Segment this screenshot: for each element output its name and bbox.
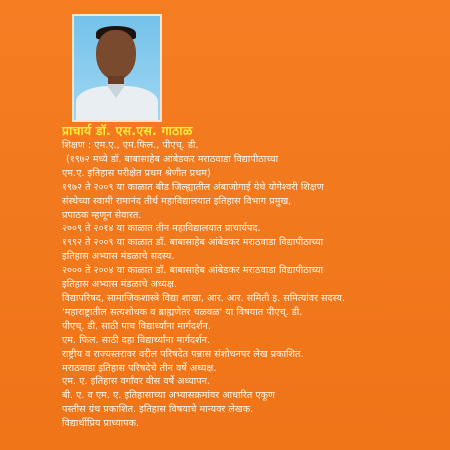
- photo-face-shape: [96, 30, 136, 80]
- author-name: प्राचार्य डॉ. एस.एस. गाठाळ: [62, 123, 193, 138]
- bio-line: प्रपाठक म्हणून सेवारत.: [62, 209, 142, 221]
- bio-line: १९९२ ते २००९ या काळात डॉ. बाबासाहेब आंबेडकर मराठवाडा विद्यापीठाच्या: [62, 237, 324, 249]
- bio-line: विद्यार्थीप्रिय प्राध्यापक.: [62, 418, 139, 430]
- author-bio: [62, 139, 446, 431]
- bio-line: १९७२ ते २००९ या काळात बीड जिल्ह्यातील अंबाजोगाई येथे योगेश्वरी शिक्षण: [62, 181, 324, 193]
- bio-line: एम. ए. इतिहास वर्गांवर वीस वर्षे अध्यापन.: [62, 376, 210, 388]
- bio-line: एम. फिल. साठी दहा विद्यार्थ्यांना मार्गदर्शन.: [62, 334, 211, 346]
- bio-line: (१९७२ मध्ये डॉ. बाबासाहेब आंबेडकर मराठवाडा विद्यापीठाच्या: [66, 153, 279, 165]
- bio-line: विद्यापरिषद, सामाजिकशास्त्रे विद्या शाखा, आर. आर. समिती इ. समित्यांवर सदस्य.: [62, 292, 345, 304]
- bio-line: इतिहास अभ्यास मंडळाचे अध्यक्ष.: [62, 279, 177, 291]
- bio-line: २००० ते २००४ या काळात डॉ. बाबासाहेब आंबेडकर मराठवाडा विद्यापीठाच्या: [62, 265, 324, 277]
- bio-line: एम.ए. इतिहास परीक्षेत प्रथम श्रेणीत प्रथम): [62, 167, 211, 179]
- bio-line: राष्ट्रीय व राज्यस्तरावर वरील परिषदेत पन्नास संशोधनपर लेख प्रकाशित.: [62, 348, 304, 360]
- bio-line: शिक्षण : एम.ए., एम.फिल., पीएच्. डी.: [62, 140, 199, 151]
- bio-line: पीएच्. डी. साठी पाच विद्यार्थ्यांना मार्गदर्शन.: [62, 320, 211, 332]
- bio-line: इतिहास अभ्यास मंडळाचे सदस्य.: [62, 251, 175, 263]
- bio-line: 'महाराष्ट्रातील सत्यशोधक व ब्राह्मणेतर चळवळ' या विषयात पीएच्. डी.: [62, 306, 303, 318]
- bio-line: २००९ ते २०१४ या काळात तीन महाविद्यालयात प्राचार्यपद.: [62, 223, 261, 235]
- bio-line: पस्तीस ग्रंथ प्रकाशित. इतिहास विषयाचे मान्यवर लेखक.: [62, 404, 254, 416]
- author-photo: [72, 14, 162, 122]
- bio-line: बी. ए. व एम. ए. इतिहासाच्या अभ्यासक्रमांवर आधारित एकूण: [62, 390, 275, 402]
- bio-line: मराठवाडा इतिहास परिषदेचे तीन वर्षे अध्यक्ष.: [62, 362, 217, 374]
- bio-line: संस्थेच्या स्वामी रामानंद तीर्थ महाविद्यालयात इतिहास विभाग प्रमुख,: [62, 195, 292, 207]
